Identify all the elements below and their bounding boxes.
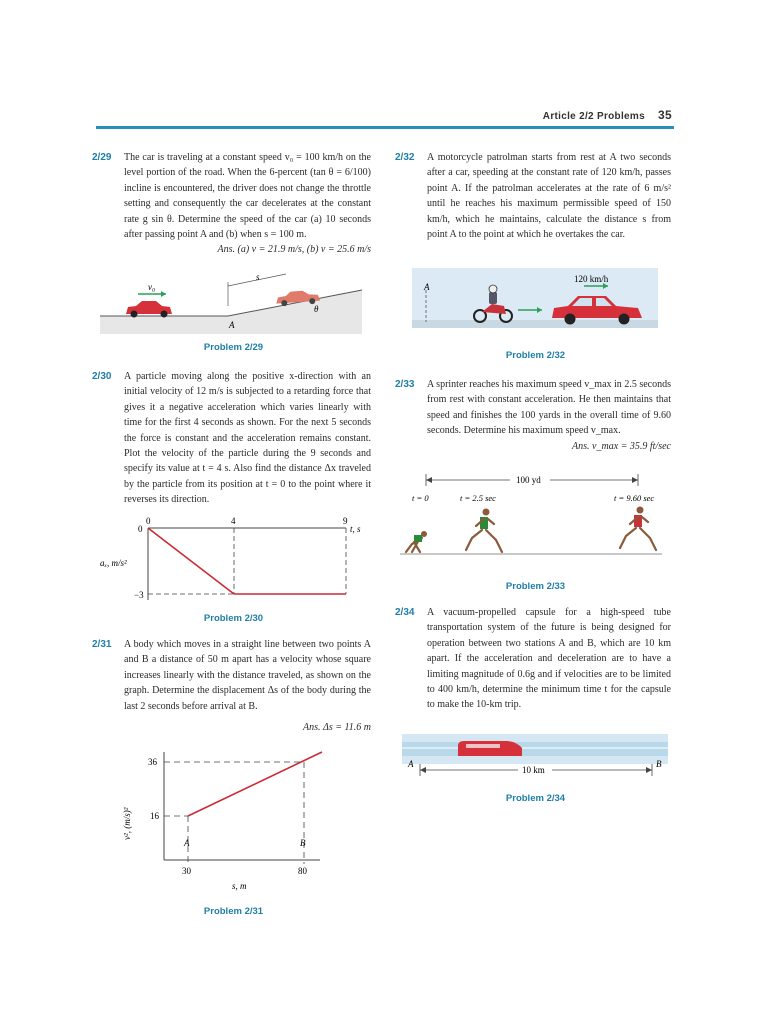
- sprinter-start: [406, 531, 427, 552]
- sprinter-accelerating: [466, 509, 502, 553]
- angle-label: θ: [314, 304, 319, 314]
- problem-text: A sprinter reaches his maximum speed v_max in 2.5 seconds from rest with constant acceleration. He then maintains that speed and finishes the 100 yards in the overall time of 9.60 seconds. Determine his maximum speed v_max.: [427, 379, 671, 437]
- time-label-0: t = 0: [412, 493, 429, 503]
- caption-2-34: Problem 2/34: [505, 793, 566, 804]
- problem-2-34: [395, 605, 671, 713]
- speed-label: 120 km/h: [574, 274, 609, 284]
- figure-2-31: [116, 746, 356, 894]
- problem-number: 2/34: [395, 607, 415, 618]
- caption-2-31: Problem 2/31: [203, 906, 264, 917]
- point-a-label: A: [184, 838, 190, 848]
- time-label-2: t = 9.60 sec: [614, 493, 655, 503]
- problem-text: A vacuum-propelled capsule for a high-speed tube transportation system of the future is being designed for operation between two stations A and B, which are 10 km apart. If the acceleration and deceleration are to have a limiting magnitude of 0.6g and if velocities are to be limited to 400 km/h, determine the minimum time t for the capsule to make the 10-km trip.: [427, 607, 671, 711]
- running-title: Article 2/2 Problems: [542, 111, 645, 122]
- problem-2-33: [395, 377, 671, 454]
- problem-2-30: [92, 369, 371, 508]
- caption-2-32: Problem 2/32: [505, 350, 566, 361]
- problem-2-29: [92, 150, 371, 258]
- xtick-9: 9: [343, 516, 348, 526]
- figure-2-32: [412, 268, 658, 330]
- time-label-1: t = 2.5 sec: [460, 493, 496, 503]
- xtick-80: 80: [298, 866, 307, 876]
- sprinter-finish: [620, 507, 656, 551]
- xtick-4: 4: [231, 516, 236, 526]
- point-label: A: [424, 282, 430, 292]
- point-label: A: [229, 320, 235, 330]
- caption-2-33: Problem 2/33: [505, 581, 566, 592]
- problem-answer: Ans. v_max = 35.9 ft/sec: [572, 440, 671, 452]
- capsule: [458, 741, 522, 756]
- problem-text: A particle moving along the positive x-direction with an initial velocity of 12 m/s is subjected to a retarding force that gives it a negative acceleration which varies linearly with time for the first 4 seconds as shown. For the next 5 seconds the force is constant and the acceleration remains constant. Plot the velocity of the particle during the 9 seconds and specify its value at t = 4 s. Also find the distance Δx traveled by the particle from its position at t = 0 to the point where it reverses its direction.: [124, 371, 371, 506]
- car-level: [126, 301, 172, 318]
- problem-text: A motorcycle patrolman starts from rest at A two seconds after a car, speeding at the constant rate of 120 km/h, passes point A. If the patrolman accelerates at the rate of 6 m/s² until he reaches his maximum permissible speed of 150 km/h, which he maintains, calculate the distance s from point A to the point at which he overtakes the car.: [427, 152, 671, 241]
- ytick-neg3: −3: [134, 590, 144, 600]
- ytick-0: 0: [138, 524, 143, 534]
- problem-number: 2/33: [395, 379, 415, 390]
- figure-2-33: [400, 472, 662, 562]
- problem-number: 2/32: [395, 152, 415, 163]
- figure-2-29: [100, 272, 370, 334]
- problem-number: 2/29: [92, 152, 112, 163]
- problem-number: 2/31: [92, 639, 112, 650]
- distance-label: 10 km: [522, 765, 545, 775]
- xtick-30: 30: [182, 866, 191, 876]
- x-axis-label: s, m: [232, 881, 247, 891]
- ytick-16: 16: [150, 811, 159, 821]
- problem-text: A body which moves in a straight line between two points A and B a distance of 50 m apart has a velocity whose square increases linearly with the distance traveled, as shown on the graph. Determine the displacement Δs of the body during the last 2 seconds before arrival at B.: [124, 639, 371, 712]
- header-rule: [96, 126, 674, 129]
- distance-label: 100 yd: [516, 475, 541, 485]
- x-axis-label: t, s: [350, 524, 361, 534]
- figure-2-30: [100, 514, 372, 606]
- running-head: [96, 108, 672, 126]
- y-axis-label: aₓ, m/s²: [100, 558, 127, 568]
- problem-number: 2/30: [92, 371, 112, 382]
- point-b-label: B: [656, 759, 662, 769]
- ytick-36: 36: [148, 757, 157, 767]
- problem-answer: Ans. Δs = 11.6 m: [303, 722, 371, 734]
- point-a-label: A: [408, 759, 414, 769]
- problem-2-32: [395, 150, 671, 242]
- problem-answer: Ans. (a) v = 21.9 m/s, (b) v = 25.6 m/s: [217, 244, 371, 256]
- point-b-label: B: [300, 838, 306, 848]
- distance-label: s: [256, 272, 260, 282]
- figure-2-34: [402, 734, 668, 782]
- page-number: 35: [658, 108, 672, 122]
- y-axis-label: v², (m/s)²: [122, 807, 132, 840]
- speed-label: v₀: [148, 282, 156, 292]
- problem-text: The car is traveling at a constant speed v₀ = 100 km/h on the level portion of the road. When the 6-percent (tan θ = 6/100) incline is encountered, the driver does not change the throttle setting and consequently the car decelerates at the constant rate g sin θ. Determine the speed of the car (a) 10 seconds after passing point A and (b) when s = 100 m.: [124, 152, 371, 241]
- caption-2-29: Problem 2/29: [203, 342, 264, 353]
- caption-2-30: Problem 2/30: [203, 613, 264, 624]
- xtick-0: 0: [146, 516, 151, 526]
- problem-2-31: [92, 637, 371, 735]
